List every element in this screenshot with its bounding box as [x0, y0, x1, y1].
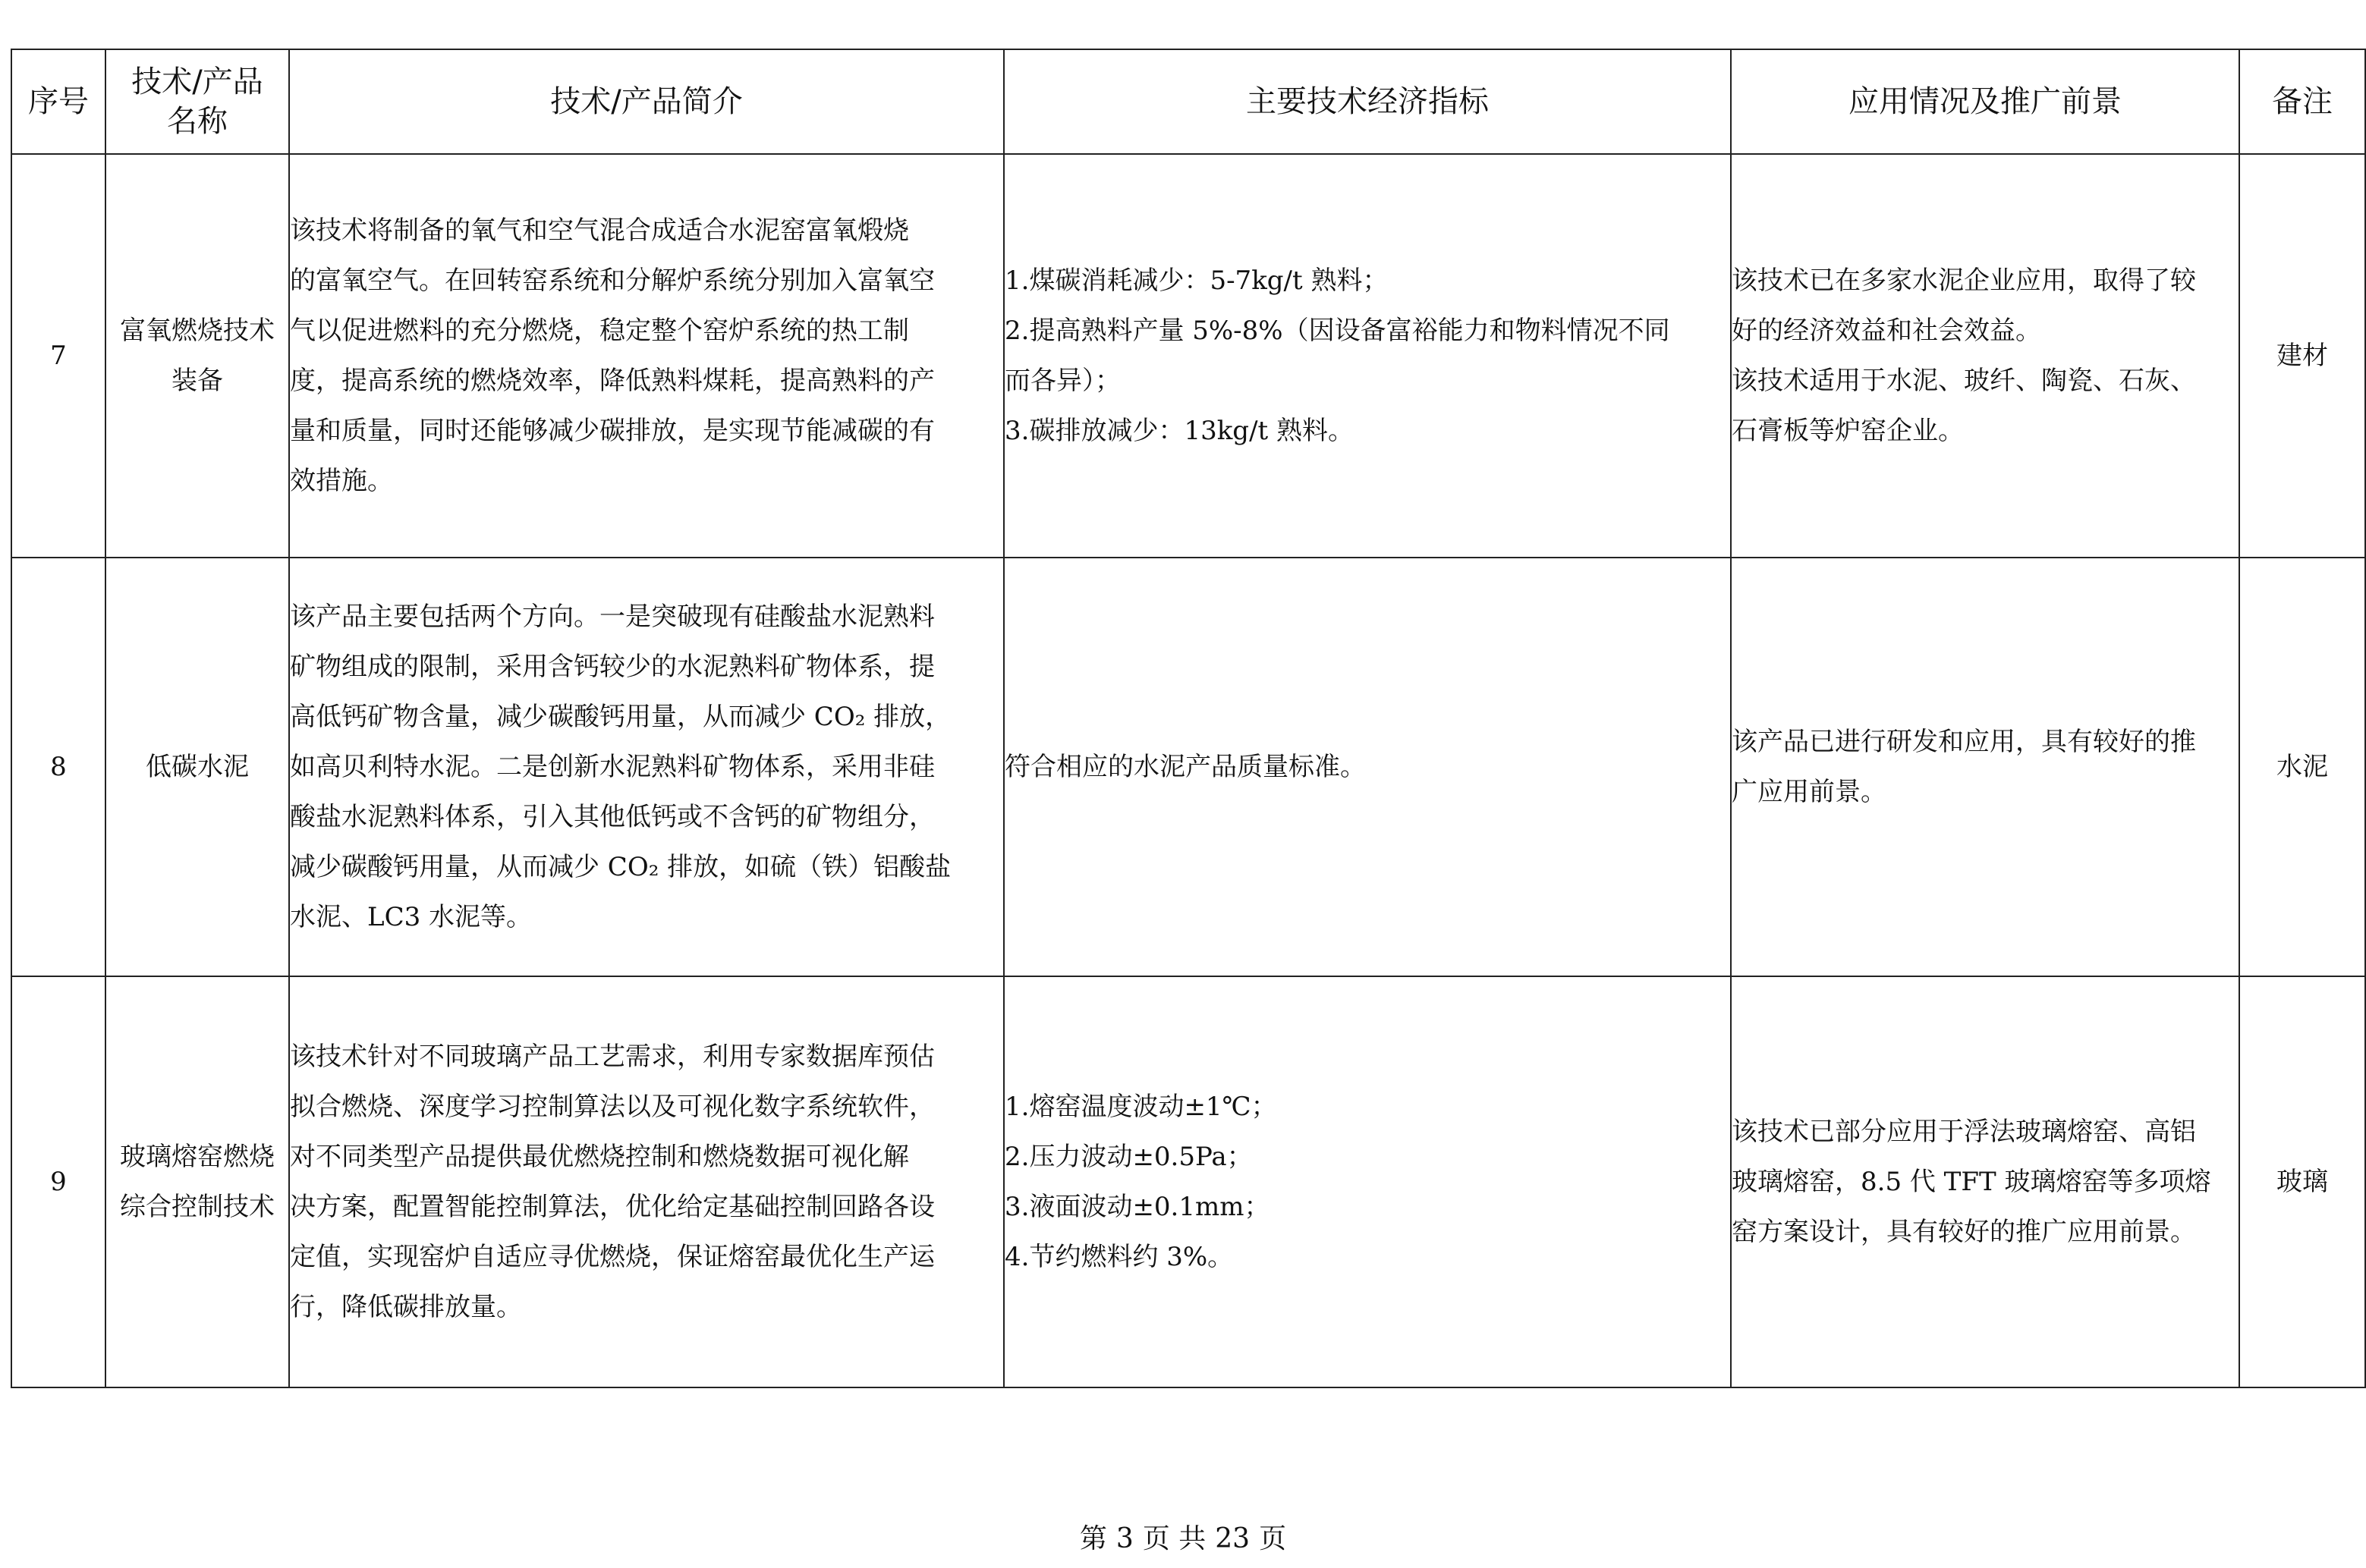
row-name: 玻璃熔窑燃烧 综合控制技术 — [105, 976, 289, 1387]
row-name: 富氧燃烧技术 装备 — [105, 154, 289, 558]
row-remark: 建材 — [2239, 154, 2365, 558]
row-application: 该产品已进行研发和应用，具有较好的推 广应用前景。 — [1731, 558, 2239, 976]
page-footer — [0, 1517, 2366, 1556]
row-no: 8 — [11, 558, 105, 976]
tech-product-table — [11, 49, 2366, 1388]
row-application: 该技术已部分应用于浮法玻璃熔窑、高铝 玻璃熔窑，8.5 代 TFT 玻璃熔窑等多项熔 窑方案设计，具有较好的推广应用前景。 — [1731, 976, 2239, 1387]
row-no: 7 — [11, 154, 105, 558]
header-intro: 技术/产品简介 — [289, 49, 1004, 154]
row-intro: 该产品主要包括两个方向。一是突破现有硅酸盐水泥熟料 矿物组成的限制，采用含钙较少的水泥熟料矿物体系，提 高低钙矿物含量，减少碳酸钙用量，从而减少 CO₂ 排放， 如高贝利特水泥。二是创新水泥熟料矿物体系，采用非硅 酸盐水泥熟料体系，引入其他低钙或不含钙的矿物组分， 减少碳酸钙用量，从而减少 CO₂ 排放，如硫（铁）铝酸盐 水泥、LC3 水泥等。 — [289, 558, 1004, 976]
footer-page-number: 3 — [1115, 1523, 1134, 1554]
row-remark: 水泥 — [2239, 558, 2365, 976]
row-intro: 该技术针对不同玻璃产品工艺需求，利用专家数据库预估 拟合燃烧、深度学习控制算法以及可视化数字系统软件， 对不同类型产品提供最优燃烧控制和燃烧数据可视化解 决方案，配置智能控制算法，优化给定基础控制回路各设 定值，实现窑炉自适应寻优燃烧，保证熔窑最优化生产运 行，降低碳排放量。 — [289, 976, 1004, 1387]
row-no: 9 — [11, 976, 105, 1387]
table-row — [11, 976, 2365, 1387]
row-application: 该技术已在多家水泥企业应用，取得了较 好的经济效益和社会效益。 该技术适用于水泥、玻纤、陶瓷、石灰、 石膏板等炉窑企业。 — [1731, 154, 2239, 558]
footer-suffix: 页 — [1259, 1523, 1287, 1554]
row-name: 低碳水泥 — [105, 558, 289, 976]
row-indicators: 符合相应的水泥产品质量标准。 — [1004, 558, 1731, 976]
header-no: 序号 — [11, 49, 105, 154]
row-remark: 玻璃 — [2239, 976, 2365, 1387]
header-remark: 备注 — [2239, 49, 2365, 154]
row-indicators: 1.熔窑温度波动±1℃； 2.压力波动±0.5Pa； 3.液面波动±0.1mm； 4.节约燃料约 3%。 — [1004, 976, 1731, 1387]
header-name — [105, 49, 289, 154]
row-indicators: 1.煤碳消耗减少：5-7kg/t 熟料； 2.提高熟料产量 5%-8%（因设备富裕能力和物料情况不同 而各异）； 3.碳排放减少：13kg/t 熟料。 — [1004, 154, 1731, 558]
footer-total-pages: 23 — [1215, 1523, 1251, 1554]
header-indicators: 主要技术经济指标 — [1004, 49, 1731, 154]
header-name-line2: 名称 — [167, 104, 228, 139]
footer-middle: 页 共 — [1142, 1523, 1207, 1554]
table-row — [11, 154, 2365, 558]
row-intro: 该技术将制备的氧气和空气混合成适合水泥窑富氧煅烧 的富氧空气。在回转窑系统和分解炉系统分别加入富氧空 气以促进燃料的充分燃烧，稳定整个窑炉系统的热工制 度，提高系统的燃烧效率，降低熟料煤耗，提高熟料的产 量和质量，同时还能够减少碳排放，是实现节能减碳的有 效措施。 — [289, 154, 1004, 558]
header-application: 应用情况及推广前景 — [1731, 49, 2239, 154]
table-row — [11, 558, 2365, 976]
footer-prefix: 第 — [1079, 1523, 1107, 1554]
table-header-row — [11, 49, 2365, 154]
header-name-line1: 技术/产品 — [131, 64, 263, 99]
